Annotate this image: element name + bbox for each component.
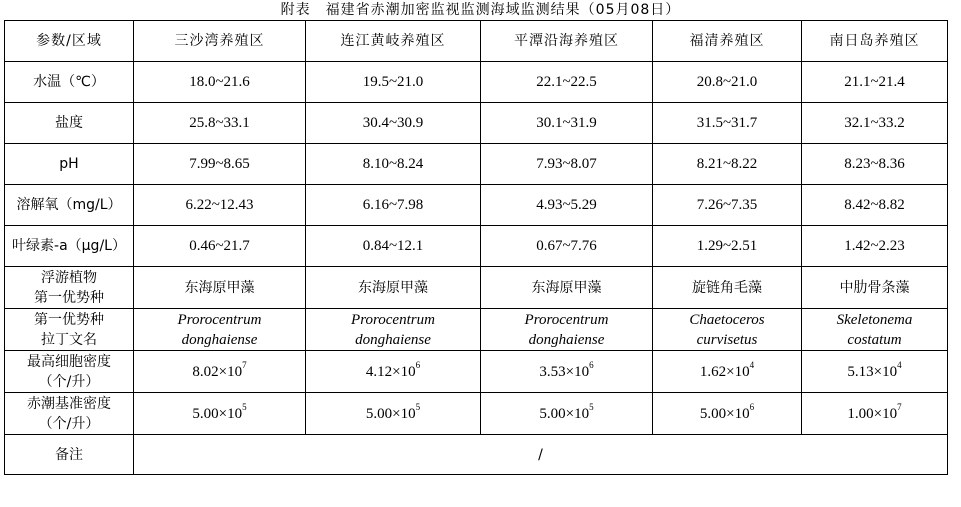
latin-name (134, 309, 306, 351)
density-exponent: 6 (749, 401, 755, 412)
density-exponent: 7 (897, 401, 902, 412)
cell-value: 18.0~21.6 (134, 62, 306, 103)
latin-species: curvisetus (696, 331, 758, 348)
header-region: 福清养殖区 (653, 21, 802, 62)
density-mantissa: 5.00×10 (365, 405, 416, 422)
species-name: 旋链角毛藻 (653, 267, 802, 309)
cell-value: 0.46~21.7 (134, 226, 306, 267)
row-label: pH (5, 144, 134, 185)
header-region: 南日岛养殖区 (802, 21, 948, 62)
density-exponent: 4 (749, 359, 755, 370)
table-row (5, 144, 948, 185)
row-label (5, 351, 134, 393)
remarks-value: / (134, 435, 948, 475)
cell-value: 7.99~8.65 (134, 144, 306, 185)
cell-value: 20.8~21.0 (653, 62, 802, 103)
species-name: 中肋骨条藻 (802, 267, 948, 309)
row-label-line: 最高细胞密度 (27, 353, 111, 370)
cell-value: 8.21~8.22 (653, 144, 802, 185)
cell-value: 25.8~33.1 (134, 103, 306, 144)
density-value (802, 351, 948, 393)
row-label-line: 第一优势种 (34, 289, 104, 306)
species-name: 东海原甲藻 (306, 267, 481, 309)
row-label-line: （个/升） (38, 373, 100, 390)
density-exponent: 6 (415, 359, 421, 370)
header-row (5, 21, 948, 62)
density-value (306, 393, 481, 435)
density-mantissa: 1.62×10 (699, 363, 750, 380)
density-mantissa: 3.53×10 (539, 363, 590, 380)
table-row-threshold-density (5, 393, 948, 435)
density-exponent: 4 (897, 359, 902, 370)
density-mantissa: 4.12×10 (365, 363, 416, 380)
cell-value: 8.10~8.24 (306, 144, 481, 185)
table-title: 附表 福建省赤潮加密监视监测海域监测结果（05月08日） (280, 2, 681, 18)
cell-value: 1.42~2.23 (802, 226, 948, 267)
density-mantissa: 1.00×10 (847, 405, 898, 422)
row-label (5, 309, 134, 351)
cell-value: 32.1~33.2 (802, 103, 948, 144)
density-value (481, 351, 653, 393)
density-value (653, 351, 802, 393)
row-label-line: 赤潮基准密度 (27, 395, 111, 412)
header-region: 连江黄岐养殖区 (306, 21, 481, 62)
latin-species: costatum (847, 331, 902, 348)
cell-value: 30.1~31.9 (481, 103, 653, 144)
cell-value: 7.93~8.07 (481, 144, 653, 185)
density-value (653, 393, 802, 435)
latin-genus: Prorocentrum (177, 311, 262, 328)
species-name: 东海原甲藻 (481, 267, 653, 309)
cell-value: 8.42~8.82 (802, 185, 948, 226)
row-label (5, 267, 134, 309)
density-exponent: 6 (589, 359, 594, 370)
latin-genus: Prorocentrum (524, 311, 609, 328)
row-label-line: 拉丁文名 (41, 331, 97, 348)
row-label (5, 393, 134, 435)
latin-name (481, 309, 653, 351)
species-name: 东海原甲藻 (134, 267, 306, 309)
latin-genus: Skeletonema (836, 311, 913, 328)
row-label-line: 第一优势种 (34, 311, 104, 328)
cell-value: 31.5~31.7 (653, 103, 802, 144)
density-mantissa: 5.13×10 (847, 363, 898, 380)
latin-species: donghaiense (355, 331, 431, 348)
table-row-dominant-species (5, 267, 948, 309)
density-value (134, 351, 306, 393)
cell-value: 4.93~5.29 (481, 185, 653, 226)
density-exponent: 5 (415, 401, 421, 412)
latin-name (802, 309, 948, 351)
row-label: 盐度 (5, 103, 134, 144)
table-row-latin-name (5, 309, 948, 351)
table-row (5, 185, 948, 226)
row-label: 溶解氧（mg/L） (5, 185, 134, 226)
latin-genus: Prorocentrum (351, 311, 435, 328)
latin-genus: Chaetoceros (689, 311, 765, 328)
density-mantissa: 5.00×10 (539, 405, 590, 422)
density-value (134, 393, 306, 435)
density-mantissa: 5.00×10 (699, 405, 750, 422)
row-label: 叶绿素-a（μg/L） (5, 226, 134, 267)
cell-value: 6.22~12.43 (134, 185, 306, 226)
table-row-max-density (5, 351, 948, 393)
header-region: 平潭沿海养殖区 (481, 21, 653, 62)
monitoring-results-table (4, 20, 948, 475)
cell-value: 19.5~21.0 (306, 62, 481, 103)
latin-name (306, 309, 481, 351)
density-mantissa: 5.00×10 (192, 405, 243, 422)
cell-value: 7.26~7.35 (653, 185, 802, 226)
latin-species: donghaiense (528, 331, 605, 348)
row-label: 备注 (5, 435, 134, 475)
row-label-line: （个/升） (38, 415, 100, 432)
latin-species: donghaiense (181, 331, 258, 348)
density-exponent: 7 (242, 359, 247, 370)
table-row (5, 226, 948, 267)
cell-value: 0.84~12.1 (306, 226, 481, 267)
row-label: 水温（℃） (5, 62, 134, 103)
header-param: 参数/区域 (5, 21, 134, 62)
row-label-line: 浮游植物 (41, 269, 97, 286)
latin-name (653, 309, 802, 351)
cell-value: 30.4~30.9 (306, 103, 481, 144)
cell-value: 1.29~2.51 (653, 226, 802, 267)
density-value (481, 393, 653, 435)
cell-value: 21.1~21.4 (802, 62, 948, 103)
density-mantissa: 8.02×10 (192, 363, 243, 380)
density-value (802, 393, 948, 435)
density-value (306, 351, 481, 393)
table-row (5, 62, 948, 103)
cell-value: 0.67~7.76 (481, 226, 653, 267)
table-row (5, 103, 948, 144)
cell-value: 6.16~7.98 (306, 185, 481, 226)
header-region: 三沙湾养殖区 (134, 21, 306, 62)
cell-value: 8.23~8.36 (802, 144, 948, 185)
density-exponent: 5 (242, 401, 247, 412)
cell-value: 22.1~22.5 (481, 62, 653, 103)
table-row-remarks (5, 435, 948, 475)
density-exponent: 5 (589, 401, 594, 412)
